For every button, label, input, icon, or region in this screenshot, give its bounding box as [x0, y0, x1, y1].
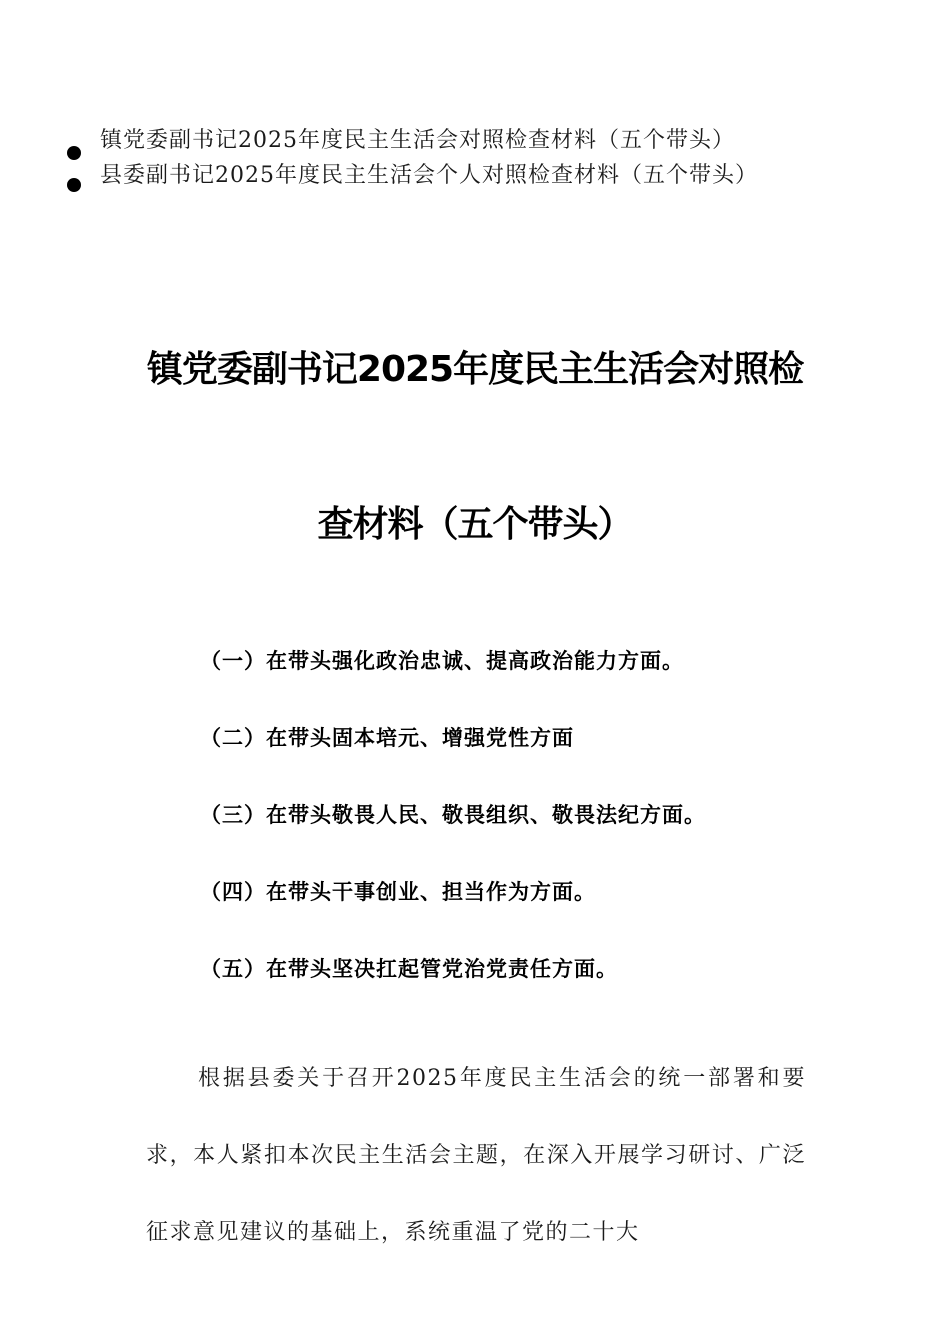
section-heading: （五）在带头坚决扛起管党治党责任方面。 [200, 956, 618, 981]
toc-list [66, 118, 826, 235]
body-paragraph: 根据县委关于召开2025年度民主生活会的统一部署和要求，本人紧扣本次民主生活会主题，在深入开展学习研讨、广泛征求意见建议的基础上，系统重温了党的二十大 [146, 1066, 806, 1245]
section-heading: （二）在带头固本培元、增强党性方面 [200, 725, 574, 750]
document-title-line-2: 查材料（五个带头） [317, 504, 633, 545]
toc-item-text: 县委副书记2025年度民主生活会个人对照检查材料（五个带头） [100, 163, 758, 188]
section-heading: （三）在带头敬畏人民、敬畏组织、敬畏法纪方面。 [200, 802, 706, 827]
toc-item[interactable] [66, 164, 826, 235]
toc-item-text: 镇党委副书记2025年度民主生活会对照检查材料（五个带头） [100, 128, 735, 153]
bullet-dot-icon [67, 146, 81, 160]
bullet-dot-icon [67, 178, 81, 192]
section-heading: （一）在带头强化政治忠诚、提高政治能力方面。 [200, 648, 684, 673]
section-heading-list [200, 638, 840, 1023]
document-title-line-1: 镇党委副书记2025年度民主生活会对照检 [146, 349, 804, 390]
document-title [100, 330, 850, 565]
section-heading: （四）在带头干事创业、担当作为方面。 [200, 879, 596, 904]
